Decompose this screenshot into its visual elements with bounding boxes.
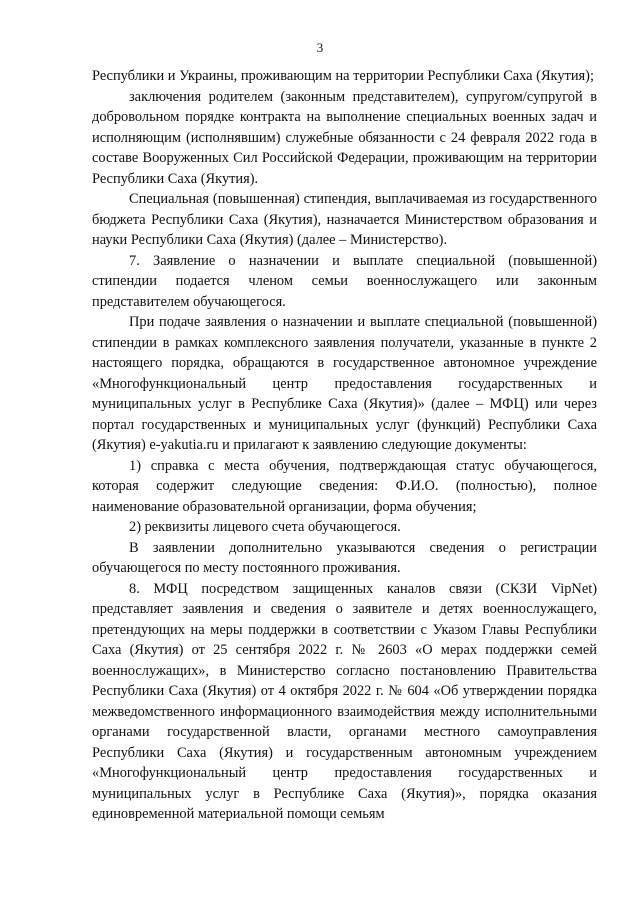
paragraph-7: 2) реквизиты лицевого счета обучающегося. — [129, 519, 401, 535]
paragraph-8: В заявлении дополнительно указываются сведения о регистрации обучающегося по месту постоянного проживания. — [92, 539, 597, 576]
paragraph-1: Республики и Украины, проживающим на территории Республики Саха (Якутия); — [92, 68, 594, 84]
paragraph-2: заключения родителем (законным представителем), супругом/супругой в добровольном порядке контракта на выполнение специальных военных задач и исполняющим (исполнявшим) служебные обязанности с 24 февраля 2022 года в составе Вооруженных Сил Российской Федерации, проживающим на территории Республики Саха (Якутия). — [92, 88, 597, 187]
paragraph-6: 1) справка с места обучения, подтверждающая статус обучающегося, которая содержит следующие сведения: Ф.И.О. (полностью), полное наименование образовательной организации, форма обучения; — [92, 457, 597, 515]
paragraph-3: Специальная (повышенная) стипендия, выплачиваемая из государственного бюджета Республики Саха (Якутия), назначается Министерством образования и науки Республики Саха (Якутия) (далее – Министерство). — [92, 191, 597, 248]
paragraph-5: При подаче заявления о назначении и выплате специальной (повышенной) стипендии в рамках комплексного заявления получатели, указанные в пункте 2 настоящего порядка, обращаются в государственное автономное учреждение «Многофункциональный центр предоставления государственных и муниципальных услуг в Республике Саха (Якутия)» (далее – МФЦ) или через портал государственных и муниципальных услуг (функций) Республики Саха (Якутия) e-yakutia.ru и прилагают к заявлению следующие документы: — [92, 314, 597, 453]
paragraph-4: 7. Заявление о назначении и выплате специальной (повышенной) стипендии подается членом семьи военнослужащего или законным представителем обучающегося. — [92, 252, 597, 310]
paragraph-9: 8. МФЦ посредством защищенных каналов связи (СКЗИ VipNet) представляет заявления и сведения о заявителе и детях военнослужащего, претендующих на меры поддержки в соответствии с Указом Главы Республики Саха (Якутия) от 25 сентября 2022 г. № 2603 «О мерах поддержки семей военнослужащих», в Министерство согласно постановлению Правительства Республики Саха (Якутия) от 4 октября 2022 г. № 604 «Об утверждении порядка межведомственного информационного взаимодействия между исполнительными органами государственной власти, органами местного самоуправления Республики Саха (Якутия) и государственным автономным учреждением «Многофункциональный центр предоставления государственных и муниципальных услуг в Республике Саха (Якутия)», порядка оказания единовременной материальной помощи семьям — [92, 580, 597, 822]
document-body — [92, 66, 597, 825]
page-number: 3 — [316, 40, 324, 55]
